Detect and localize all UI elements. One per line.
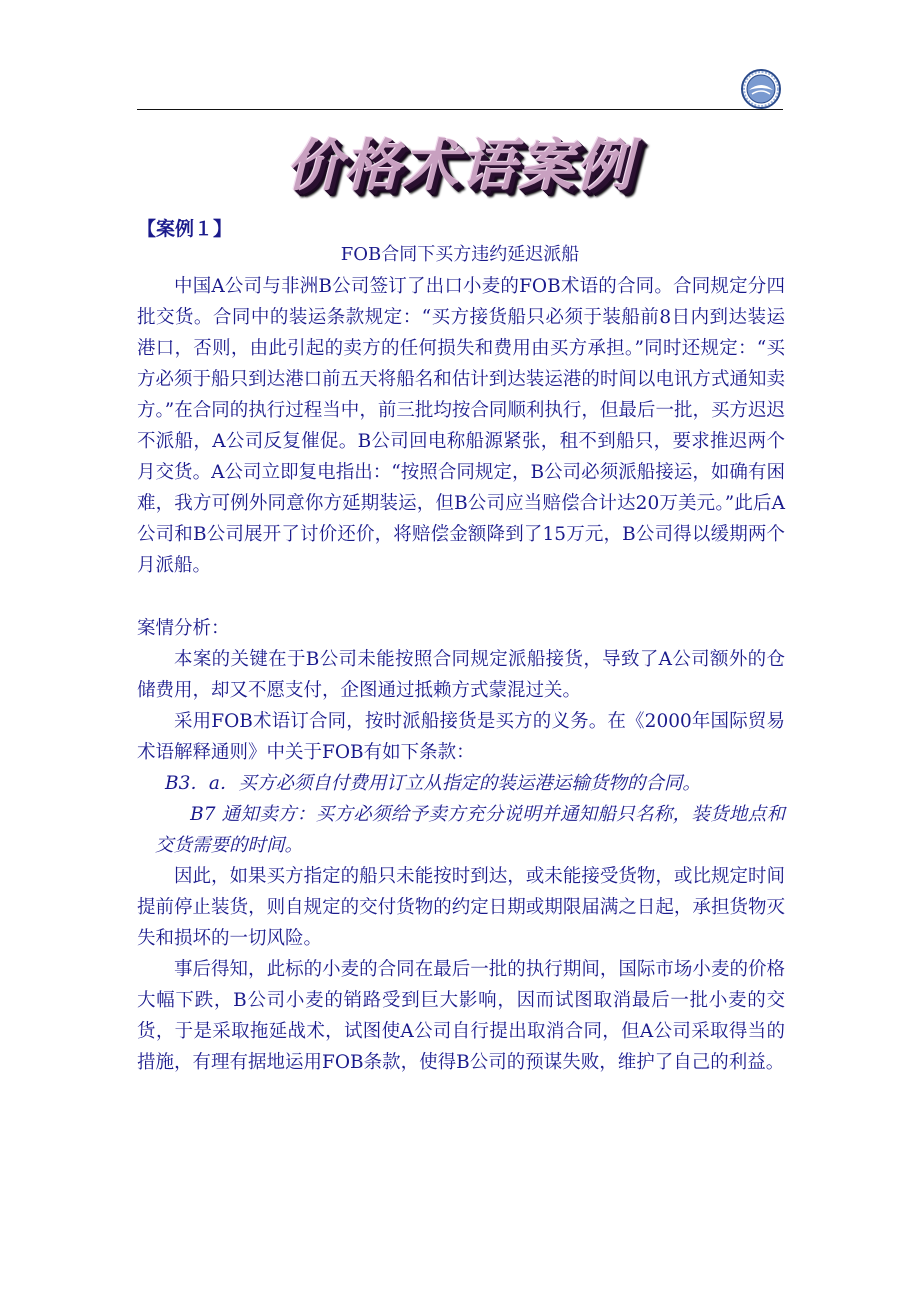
- analysis-paragraph-3: 因此，如果买方指定的船只未能按时到达，或未能接受货物，或比规定时间提前停止装货，则自规定的交付货物的约定日期或期限届满之日起，承担货物灭失和损坏的一切风险。: [137, 866, 785, 949]
- analysis-paragraph-2: 采用FOB术语订合同，按时派船接货是买方的义务。在《2000年国际贸易术语解释通则》中关于FOB有如下条款：: [137, 711, 785, 763]
- case-story: 中国A公司与非洲B公司签订了出口小麦的FOB术语的合同。合同规定分四批交货。合同中的装运条款规定：“买方接货船只必须于装船前8日内到达装运港口，否则，由此引起的卖方的任何损失和费用由买方承担。”同时还规定：“买方必须于船只到达港口前五天将船名和估计到达装运港的时间以电讯方式通知卖方。”在合同的执行过程当中，前三批均按合同顺利执行，但最后一批，买方迟迟不派船，A公司反复催促。B公司回电称船源紧张，租不到船只，要求推迟两个月交货。A公司立即复电指出：“按照合同规定，B公司必须派船接运，如确有困难，我方可例外同意你方延期装运，但B公司应当赔偿合计达20万美元。”此后A公司和B公司展开了讨价还价，将赔偿金额降到了15万元，B公司得以缓期两个月派船。: [137, 276, 785, 576]
- clause-b3: B3．a．买方必须自付费用订立从指定的装运港运输货物的合同。: [165, 773, 701, 794]
- analysis-paragraph-1: 本案的关键在于B公司未能按照合同规定派船接货，导致了A公司额外的仓储费用，却又不愿支付，企图通过抵赖方式蒙混过关。: [137, 649, 785, 701]
- case-label: 【案例１】: [137, 218, 233, 240]
- clause-b7: B7 通知卖方：买方必须给予卖方充分说明并通知船只名称，装货地点和交货需要的时间。: [155, 804, 785, 856]
- analysis-paragraph-4: 事后得知，此标的小麦的合同在最后一批的执行期间，国际市场小麦的价格大幅下跌，B公司小麦的销路受到巨大影响，因而试图取消最后一批小麦的交货，于是采取拖延战术，试图使A公司自行提出取消合同，但A公司采取得当的措施，有理有据地运用FOB条款，使得B公司的预谋失败，维护了自己的利益。: [137, 959, 785, 1073]
- university-seal-icon: [740, 68, 782, 110]
- banner-title-text: 价格术语案例: [286, 133, 634, 199]
- banner-title: [280, 122, 640, 202]
- header-rule: [137, 109, 783, 110]
- case-title: FOB合同下买方违约延迟派船: [340, 244, 580, 265]
- analysis-heading: 案情分析：: [137, 618, 230, 639]
